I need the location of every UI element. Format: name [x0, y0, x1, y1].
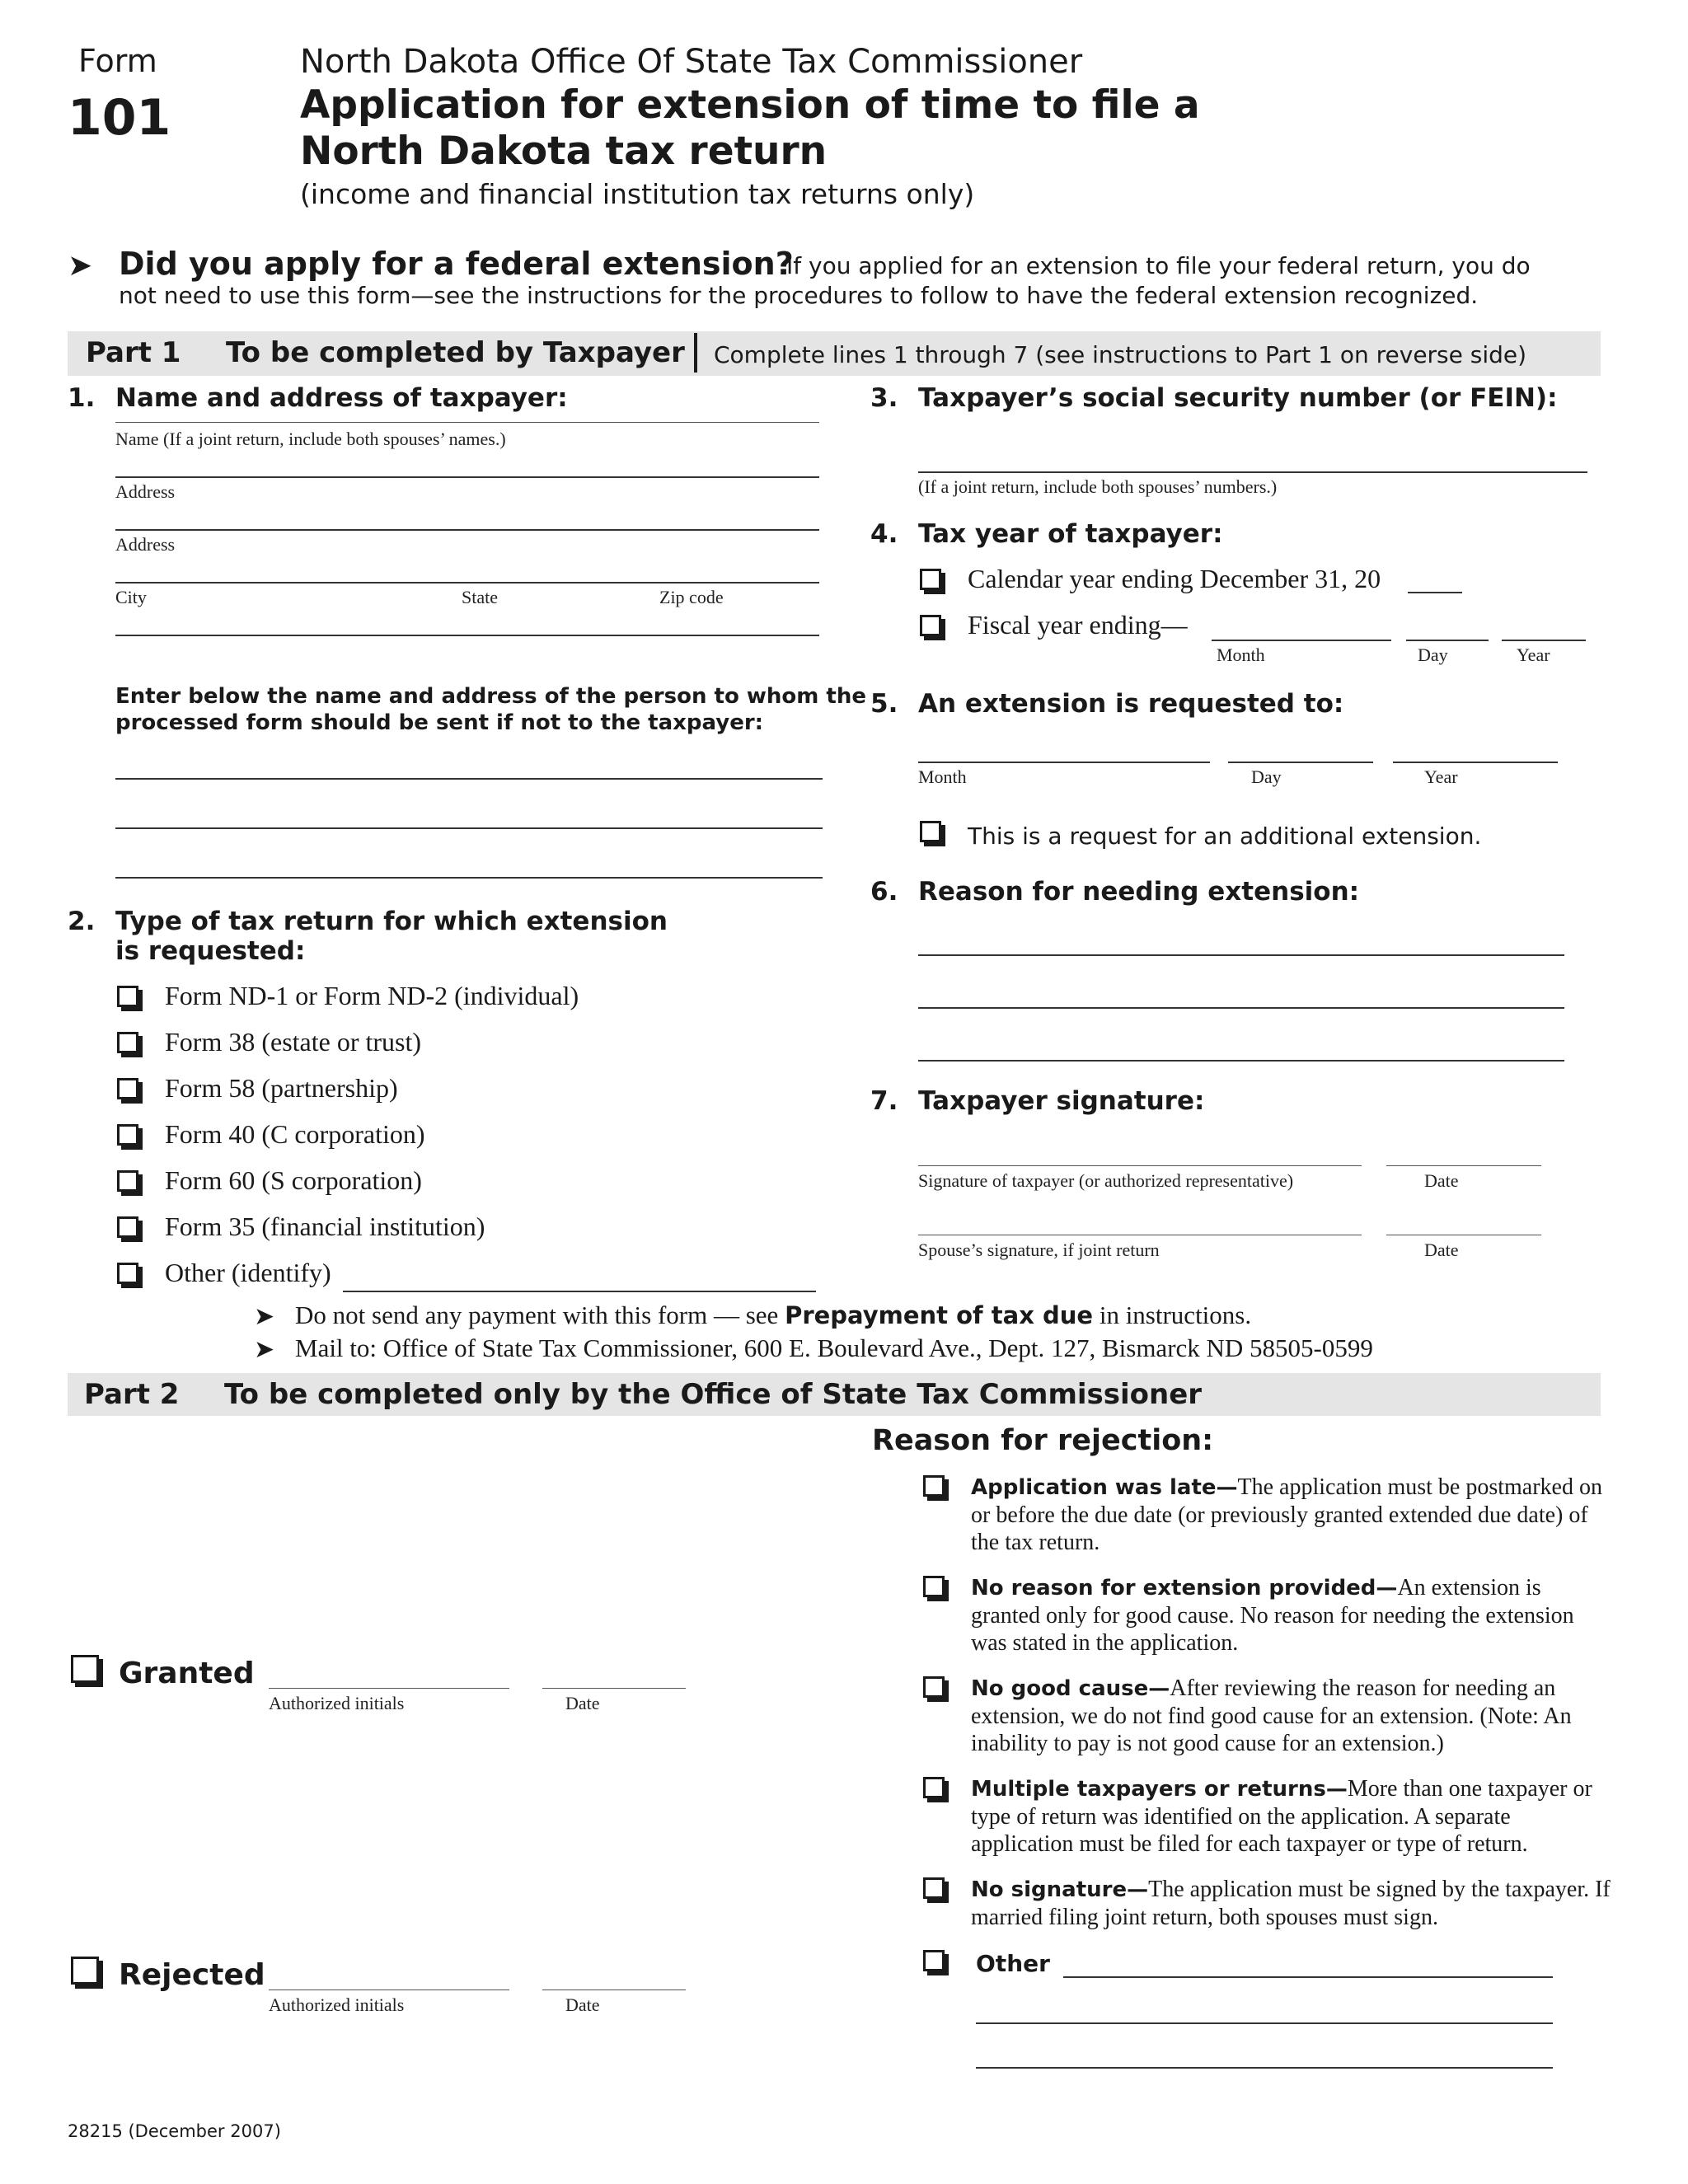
fiscal-day-field[interactable]	[1406, 640, 1489, 641]
fiscal-day-label: Day	[1418, 644, 1448, 665]
address2-label: Address	[115, 534, 176, 555]
send-to-line1: Enter below the name and address of the person to whom the	[115, 684, 866, 709]
line6-title: Reason for needing extension:	[918, 877, 1360, 907]
part1-label: Part 1	[86, 336, 181, 369]
line5-number: 5.	[870, 689, 898, 719]
rejected-date-label: Date	[565, 1994, 600, 2015]
payment-note-post: in instructions.	[1093, 1301, 1252, 1329]
line7-number: 7.	[870, 1086, 898, 1116]
line7-title: Taxpayer signature:	[918, 1086, 1205, 1116]
form-title-line2: North Dakota tax return	[300, 129, 828, 174]
label-other: Other (identify)	[165, 1258, 331, 1287]
reason-field-3[interactable]	[918, 1060, 1564, 1062]
checkbox-reason-other[interactable]	[923, 1950, 945, 1971]
granted-date-label: Date	[565, 1693, 600, 1713]
federal-text-line1: If you applied for an extension to file your federal return, you do	[786, 252, 1531, 279]
checkbox-form-nd1[interactable]	[117, 986, 138, 1007]
reason-no-reason	[971, 1574, 1614, 1657]
granted-initials-field[interactable]	[269, 1688, 509, 1689]
ssn-note: (If a joint return, include both spouses’ numbers.)	[918, 476, 1278, 497]
label-form-nd1: Form ND-1 or Form ND-2 (individual)	[165, 981, 579, 1010]
line4-title: Tax year of taxpayer:	[918, 519, 1223, 549]
mail-to-address: Mail to: Office of State Tax Commissioner, 600 E. Boulevard Ave., Dept. 127, Bismarck ND 58505-0599	[295, 1333, 1373, 1362]
reason-no-good-cause-text: After reviewing the reason for needing an extension, we do not find good cause for an extension. (Note: An inability to pay is not good cause for an extension.)	[971, 1675, 1572, 1756]
checkbox-form-38[interactable]	[117, 1032, 138, 1053]
checkbox-calendar-year[interactable]	[920, 569, 941, 590]
part2-title: To be completed only by the Office of State Tax Commissioner	[224, 1378, 1203, 1411]
checkbox-other[interactable]	[117, 1263, 138, 1284]
payment-arrow-icon: ➤	[254, 1302, 275, 1331]
reason-late	[971, 1474, 1614, 1556]
label-form-40: Form 40 (C corporation)	[165, 1119, 425, 1149]
checkbox-form-40[interactable]	[117, 1124, 138, 1146]
line6-number: 6.	[870, 877, 898, 907]
label-form-58: Form 58 (partnership)	[165, 1073, 398, 1103]
extension-year-field[interactable]	[1393, 762, 1558, 763]
fiscal-year-field[interactable]	[1502, 640, 1586, 641]
extension-day-field[interactable]	[1228, 762, 1373, 763]
reason-late-text: The application must be postmarked on or before the due date (or previously granted extended due date) of the tax return.	[971, 1474, 1602, 1555]
ssn-field[interactable]	[918, 471, 1587, 473]
checkbox-reason-late[interactable]	[923, 1475, 945, 1497]
label-form-60: Form 60 (S corporation)	[165, 1165, 422, 1195]
reason-multiple	[971, 1775, 1614, 1858]
spouse-signature-label: Spouse’s signature, if joint return	[918, 1240, 1160, 1260]
city-state-zip-field[interactable]	[115, 635, 819, 636]
granted-label: Granted	[119, 1657, 255, 1690]
reason-other-field-1[interactable]	[1063, 1976, 1553, 1978]
line1-title: Name and address of taxpayer:	[115, 383, 568, 413]
reason-other-field-2[interactable]	[976, 2022, 1553, 2024]
granted-date-field[interactable]	[542, 1688, 686, 1689]
form-label: Form	[78, 43, 157, 79]
reason-no-good-cause	[971, 1675, 1614, 1757]
arrow-icon: ➤	[68, 249, 93, 283]
line2-title-line1: Type of tax return for which extension	[115, 907, 668, 936]
part1-title: To be completed by Taxpayer	[226, 336, 685, 369]
reason-no-signature-text: The application must be signed by the taxpayer. If married filing joint return, both spouses must sign.	[971, 1877, 1611, 1930]
payment-note	[295, 1301, 1251, 1330]
line1-number: 1.	[68, 383, 96, 413]
label-fiscal-year: Fiscal year ending—	[968, 610, 1188, 640]
send-to-field-2[interactable]	[115, 827, 823, 829]
send-to-line2: processed form should be sent if not to the taxpayer:	[115, 710, 764, 735]
fiscal-month-label: Month	[1217, 644, 1265, 665]
signature-field[interactable]	[918, 1165, 1362, 1166]
part1-note: Complete lines 1 through 7 (see instructions to Part 1 on reverse side)	[714, 341, 1527, 368]
payment-note-pre: Do not send any payment with this form — see	[295, 1301, 785, 1329]
form-subtitle: (income and financial institution tax returns only)	[300, 178, 975, 210]
address1-field[interactable]	[115, 529, 819, 531]
city-label: City	[115, 587, 147, 607]
agency-name: North Dakota Office Of State Tax Commissioner	[300, 43, 1083, 81]
extension-year-label: Year	[1424, 766, 1458, 787]
line3-number: 3.	[870, 383, 898, 413]
rejected-label: Rejected	[119, 1958, 265, 1992]
label-form-35: Form 35 (financial institution)	[165, 1212, 485, 1241]
checkbox-reason-no-signature[interactable]	[923, 1877, 945, 1899]
fiscal-month-field[interactable]	[1212, 640, 1391, 641]
calendar-year-field[interactable]	[1408, 592, 1462, 593]
checkbox-reason-multiple[interactable]	[923, 1777, 945, 1798]
extension-month-field[interactable]	[918, 762, 1210, 763]
line1-top-rule	[115, 422, 819, 423]
label-form-38: Form 38 (estate or trust)	[165, 1027, 422, 1057]
send-to-field-1[interactable]	[115, 778, 823, 780]
part1-divider	[694, 333, 697, 373]
checkbox-granted[interactable]	[71, 1655, 99, 1683]
checkbox-rejected[interactable]	[71, 1957, 99, 1985]
reason-no-good-cause-lead: No good cause—	[971, 1676, 1170, 1701]
checkbox-reason-no-good-cause[interactable]	[923, 1676, 945, 1698]
reason-no-reason-text: An extension is granted only for good cause. No reason for needing the extension was stated in the application.	[971, 1575, 1574, 1656]
address1-label: Address	[115, 481, 176, 502]
checkbox-fiscal-year[interactable]	[920, 615, 941, 636]
line2-number: 2.	[68, 907, 96, 936]
reason-multiple-lead: Multiple taxpayers or returns—	[971, 1777, 1348, 1802]
federal-text-line2: not need to use this form—see the instructions for the procedures to follow to have the federal extension recognized.	[119, 282, 1479, 309]
label-calendar-year: Calendar year ending December 31, 20	[968, 564, 1381, 593]
signature-label: Signature of taxpayer (or authorized representative)	[918, 1170, 1294, 1191]
other-identify-field[interactable]	[343, 1291, 816, 1292]
payment-note-bold: Prepayment of tax due	[785, 1301, 1094, 1329]
extension-day-label: Day	[1251, 766, 1282, 787]
rejected-initials-label: Authorized initials	[269, 1994, 405, 2015]
reason-field-1[interactable]	[918, 954, 1564, 956]
line4-number: 4.	[870, 519, 898, 549]
address2-field[interactable]	[115, 582, 819, 583]
spouse-date-label: Date	[1424, 1240, 1459, 1260]
name-label: Name (If a joint return, include both spouses’ names.)	[115, 429, 506, 449]
part2-label: Part 2	[84, 1378, 180, 1411]
form-code: 28215 (December 2007)	[68, 2121, 281, 2141]
name-field[interactable]	[115, 476, 819, 478]
line3-title: Taxpayer’s social security number (or FEIN):	[918, 383, 1558, 413]
federal-question: Did you apply for a federal extension?	[119, 246, 794, 282]
checkbox-form-60[interactable]	[117, 1170, 138, 1192]
reason-no-signature-lead: No signature—	[971, 1877, 1149, 1902]
reason-multiple-text: More than one taxpayer or type of return was identified on the application. A separate application must be filed for each taxpayer or type of return.	[971, 1776, 1592, 1857]
label-additional-extension: This is a request for an additional extension.	[968, 823, 1482, 850]
reason-other-field-3[interactable]	[976, 2067, 1553, 2069]
line5-title: An extension is requested to:	[918, 689, 1344, 719]
state-label: State	[462, 587, 498, 607]
signature-date-field[interactable]	[1386, 1165, 1541, 1166]
zip-label: Zip code	[659, 587, 724, 607]
signature-date-label: Date	[1424, 1170, 1459, 1191]
send-to-field-3[interactable]	[115, 877, 823, 879]
form-title-line1: Application for extension of time to file a	[300, 82, 1200, 128]
reason-other-label: Other	[976, 1950, 1050, 1977]
checkbox-form-58[interactable]	[117, 1078, 138, 1099]
checkbox-form-35[interactable]	[117, 1216, 138, 1238]
checkbox-additional-extension[interactable]	[920, 821, 941, 842]
rejection-title: Reason for rejection:	[872, 1424, 1214, 1457]
checkbox-reason-no-reason[interactable]	[923, 1576, 945, 1597]
extension-month-label: Month	[918, 766, 967, 787]
mail-arrow-icon: ➤	[254, 1335, 275, 1364]
form-number: 101	[68, 89, 171, 147]
fiscal-year-label: Year	[1517, 644, 1550, 665]
reason-late-lead: Application was late—	[971, 1475, 1238, 1500]
granted-initials-label: Authorized initials	[269, 1693, 405, 1713]
reason-field-2[interactable]	[918, 1007, 1564, 1009]
line2-title-line2: is requested:	[115, 936, 306, 966]
reason-no-signature	[971, 1876, 1614, 1931]
reason-no-reason-lead: No reason for extension provided—	[971, 1576, 1398, 1601]
